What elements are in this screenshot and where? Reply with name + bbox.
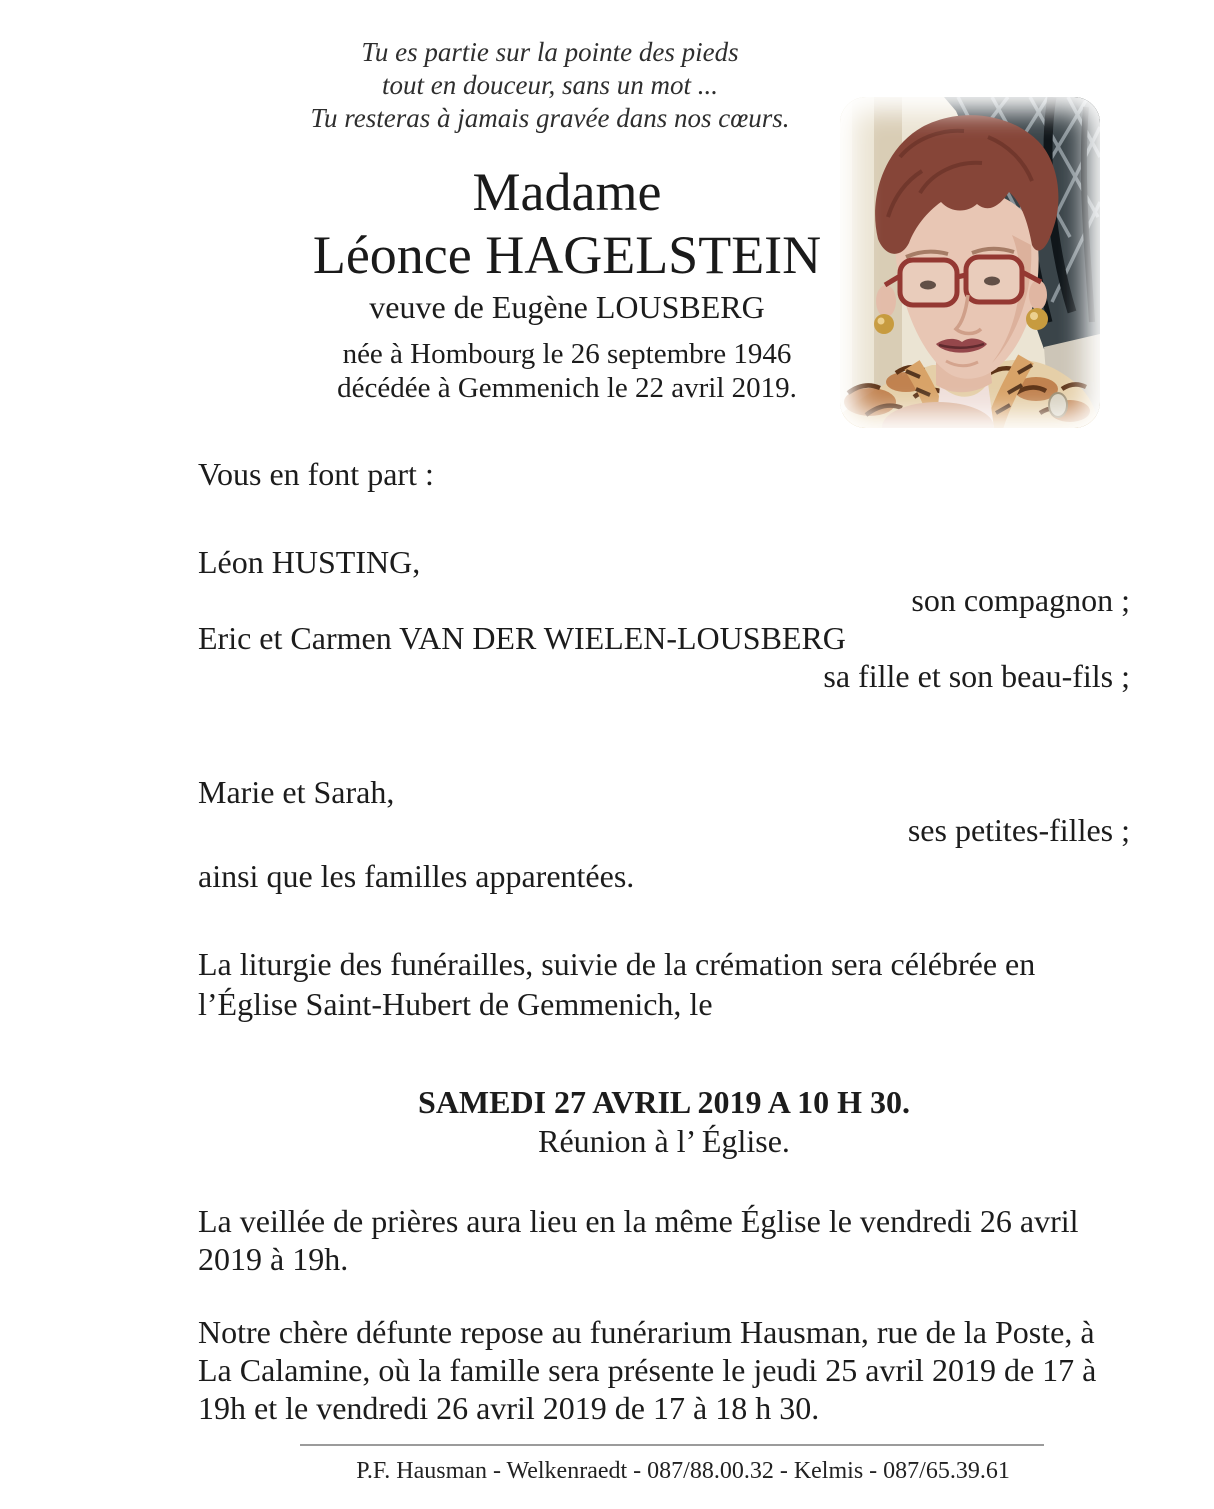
portrait-illustration bbox=[840, 97, 1100, 428]
relative-relation: ses petites-filles ; bbox=[907, 812, 1130, 848]
repose-paragraph: Notre chère défunte repose au funérarium Hausman, rue de la Poste, à La Calamine, où la famille sera présente le jeudi 25 avril 2019 de 17 à 19h et le vendredi 26 avril 2019 de 17 à 18 h 30. bbox=[198, 1314, 1097, 1426]
liturgy-paragraph: La liturgie des funérailles, suivie de la crémation sera célébrée en l’Église Saint-Hubert de Gemmenich, le bbox=[198, 946, 1036, 1022]
funeral-home-info: P.F. Hausman - Welkenraedt - 087/88.00.32 - Kelmis - 087/65.39.61 bbox=[356, 1458, 1010, 1484]
epitaph-line: Tu resteras à jamais gravée dans nos cœurs. bbox=[310, 103, 790, 133]
honorific: Madame bbox=[472, 162, 662, 222]
deceased-name: Léonce HAGELSTEIN bbox=[312, 225, 822, 285]
relative-name: Marie et Sarah, bbox=[198, 774, 395, 810]
vigil-paragraph: La veillée de prières aura lieu en la même Église le vendredi 26 avril 2019 à 19h. bbox=[198, 1203, 1079, 1277]
epitaph-line: Tu es partie sur la pointe des pieds bbox=[361, 37, 739, 67]
relative-name: Léon HUSTING, bbox=[198, 544, 421, 580]
birth-line: née à Hombourg le 26 septembre 1946 bbox=[342, 338, 792, 370]
ceremony-datetime: SAMEDI 27 AVRIL 2019 A 10 H 30. bbox=[418, 1084, 910, 1120]
relative-relation: sa fille et son beau-fils ; bbox=[823, 658, 1130, 694]
announcement-intro: Vous en font part : bbox=[198, 456, 434, 492]
relative-relation: son compagnon ; bbox=[911, 582, 1130, 618]
relative-name: Eric et Carmen VAN DER WIELEN-LOUSBERG bbox=[198, 620, 846, 656]
widow-line: veuve de Eugène LOUSBERG bbox=[369, 289, 765, 325]
death-line: décédée à Gemmenich le 22 avril 2019. bbox=[337, 372, 797, 404]
footer-divider bbox=[300, 1444, 1044, 1446]
families-line: ainsi que les familles apparentées. bbox=[198, 858, 635, 894]
ceremony-meeting: Réunion à l’ Église. bbox=[538, 1123, 790, 1159]
epitaph-line: tout en douceur, sans un mot ... bbox=[382, 70, 718, 100]
portrait-photo bbox=[840, 97, 1100, 428]
